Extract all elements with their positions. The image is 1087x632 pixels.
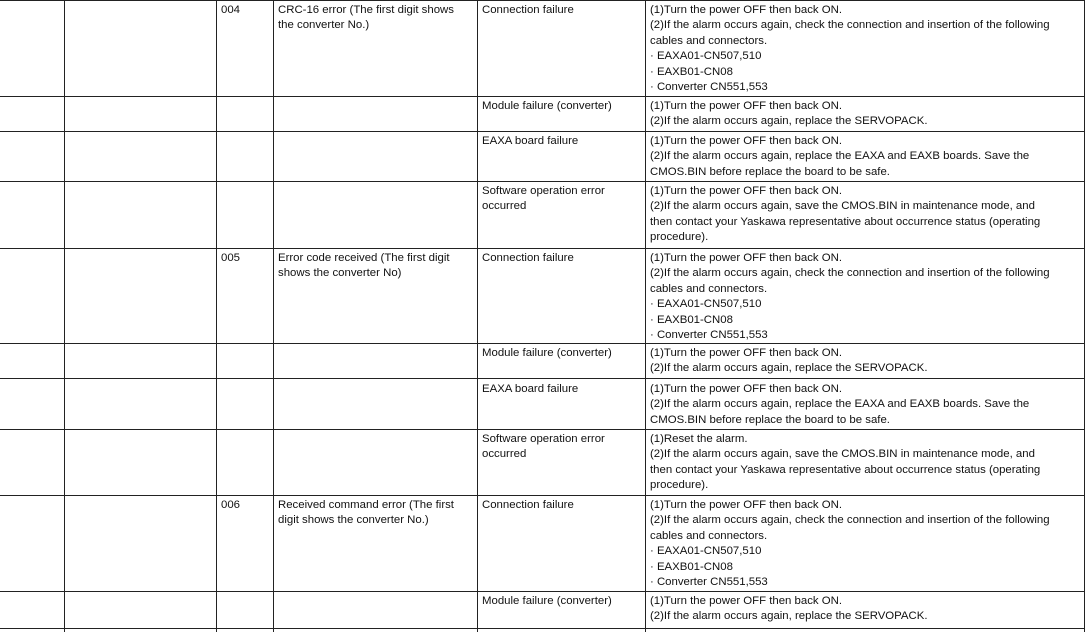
alarm-cause: Module failure (converter) [482, 347, 612, 359]
column-divider [477, 0, 478, 632]
alarm-remedy: (1)Turn the power OFF then back ON. (2)If the alarm occurs again, replace the EAXA and EAXB boards. Save the CMOS.BIN before replace the board to be safe. [650, 135, 1030, 178]
row-divider [0, 495, 1085, 496]
row-divider [0, 429, 1085, 430]
alarm-cause: Connection failure [482, 4, 574, 16]
alarm-cause: Software operation error occurred [482, 185, 605, 213]
row-divider [0, 628, 1085, 629]
column-divider [645, 0, 646, 632]
column-divider [64, 0, 65, 632]
alarm-code: 006 [221, 499, 241, 511]
alarm-remedy: (1)Turn the power OFF then back ON. (2)If the alarm occurs again, replace the SERVOPACK. [650, 100, 928, 128]
column-divider [1084, 0, 1085, 632]
column-divider [216, 0, 217, 632]
alarm-code: 004 [221, 4, 241, 16]
column-divider [273, 0, 274, 632]
alarm-remedy: (1)Turn the power OFF then back ON. (2)If the alarm occurs again, check the connection and insertion of the following cables and connectors. · EAXA01-CN507,510 · EAXB01-CN08 · Converter CN551,553 [650, 4, 1050, 94]
row-divider [0, 96, 1085, 97]
alarm-remedy: (1)Turn the power OFF then back ON. (2)If the alarm occurs again, replace the SERVOPACK. [650, 347, 928, 375]
alarm-description: Error code received (The first digit shows the converter No) [278, 252, 450, 280]
row-divider [0, 0, 1085, 1]
alarm-remedy: (1)Turn the power OFF then back ON. (2)If the alarm occurs again, save the CMOS.BIN in maintenance mode, and then contact your Yaskawa representative about occurrence status (operating procedure). [650, 185, 1041, 244]
alarm-cause: EAXA board failure [482, 135, 579, 147]
alarm-description: CRC-16 error (The first digit shows the converter No.) [278, 4, 454, 32]
alarm-remedy: (1)Turn the power OFF then back ON. (2)If the alarm occurs again, check the connection and insertion of the following cables and connectors. · EAXA01-CN507,510 · EAXB01-CN08 · Converter CN551,553 [650, 252, 1050, 342]
row-divider [0, 181, 1085, 182]
alarm-description: Received command error (The first digit shows the converter No.) [278, 499, 454, 527]
alarm-cause: Module failure (converter) [482, 100, 612, 112]
alarm-remedy: (1)Turn the power OFF then back ON. (2)If the alarm occurs again, replace the SERVOPACK. [650, 595, 928, 623]
alarm-code: 005 [221, 252, 241, 264]
alarm-remedy: (1)Turn the power OFF then back ON. (2)If the alarm occurs again, check the connection and insertion of the following cables and connectors. · EAXA01-CN507,510 · EAXB01-CN08 · Converter CN551,553 [650, 499, 1050, 589]
alarm-cause: Software operation error occurred [482, 433, 605, 461]
row-divider [0, 591, 1085, 592]
row-divider [0, 248, 1085, 249]
alarm-cause: Connection failure [482, 499, 574, 511]
alarm-cause: EAXA board failure [482, 383, 579, 395]
alarm-remedy: (1)Turn the power OFF then back ON. (2)If the alarm occurs again, replace the EAXA and EAXB boards. Save the CMOS.BIN before replace the board to be safe. [650, 383, 1030, 426]
alarm-cause: Connection failure [482, 252, 574, 264]
row-divider [0, 131, 1085, 132]
alarm-cause: Module failure (converter) [482, 595, 612, 607]
alarm-remedy: (1)Reset the alarm. (2)If the alarm occurs again, save the CMOS.BIN in maintenance mode, and then contact your Yaskawa representative about occurrence status (operating procedure). [650, 433, 1041, 492]
row-divider [0, 378, 1085, 379]
